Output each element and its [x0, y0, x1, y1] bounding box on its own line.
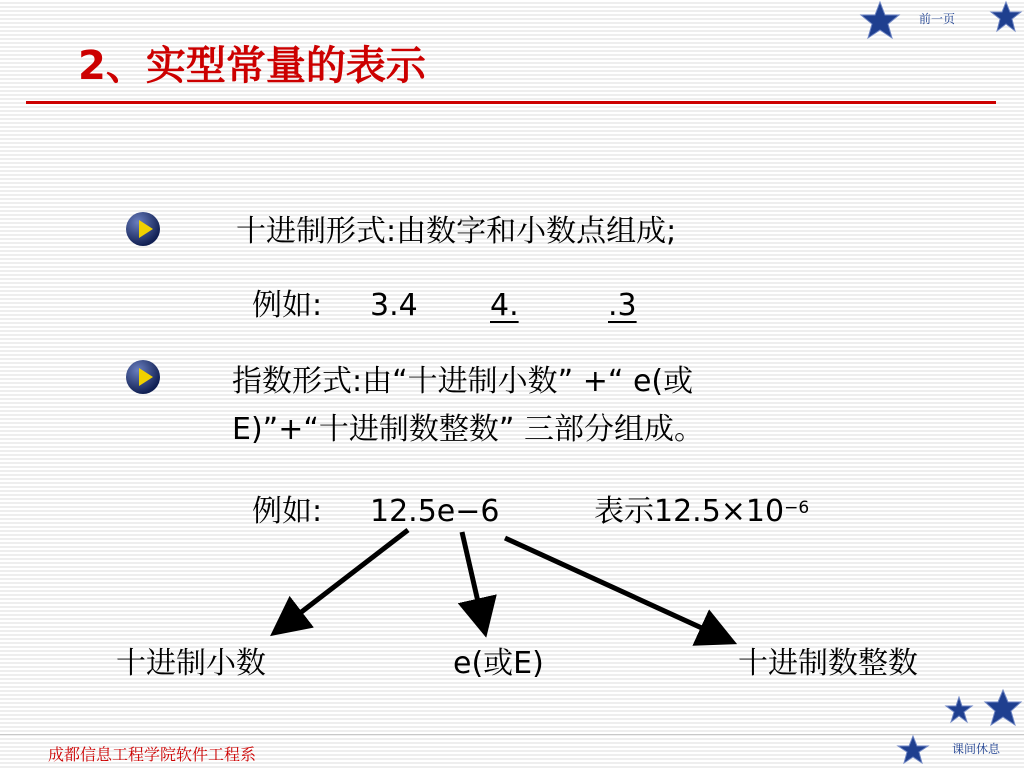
label-exponent-marker: e(或E) [453, 646, 544, 681]
star-icon [896, 734, 930, 766]
label-decimal-part: 十进制小数 [116, 646, 266, 681]
example1-value-b: 4. [490, 288, 519, 323]
example1-prefix: 例如: [252, 288, 323, 323]
decimal-form-description: 十进制形式:由数字和小数点组成; [236, 214, 677, 249]
example1-value-c: .3 [608, 288, 637, 323]
prev-page-link[interactable]: 前一页 [919, 12, 956, 26]
star-icon [944, 696, 974, 724]
break-link[interactable]: 课间休息 [952, 742, 1001, 756]
footer-divider [0, 734, 1024, 735]
represents-label: 表示 [594, 494, 654, 529]
footer-institution: 成都信息工程学院软件工程系 [48, 745, 257, 764]
star-icon [982, 688, 1024, 728]
arrow-to-integer [505, 538, 728, 640]
arrow-to-decimal [278, 530, 408, 630]
label-integer-part: 十进制数整数 [738, 646, 918, 681]
example2-prefix: 例如: [252, 494, 323, 529]
represents-value: 12.5×10 [654, 494, 785, 529]
title-number: 2 [78, 43, 106, 89]
example2-value: 12.5e−6 [370, 494, 500, 529]
exponent-form-description-line1: 指数形式:由“十进制小数” +“ e(或 [232, 364, 694, 399]
arrow-to-e [462, 532, 484, 628]
exponent-form-description-line2: E)”+“十进制数整数” 三部分组成。 [232, 412, 704, 447]
example1-value-a: 3.4 [370, 288, 418, 323]
title-text: 、实型常量的表示 [105, 42, 426, 89]
represents-exponent: −6 [784, 498, 810, 518]
